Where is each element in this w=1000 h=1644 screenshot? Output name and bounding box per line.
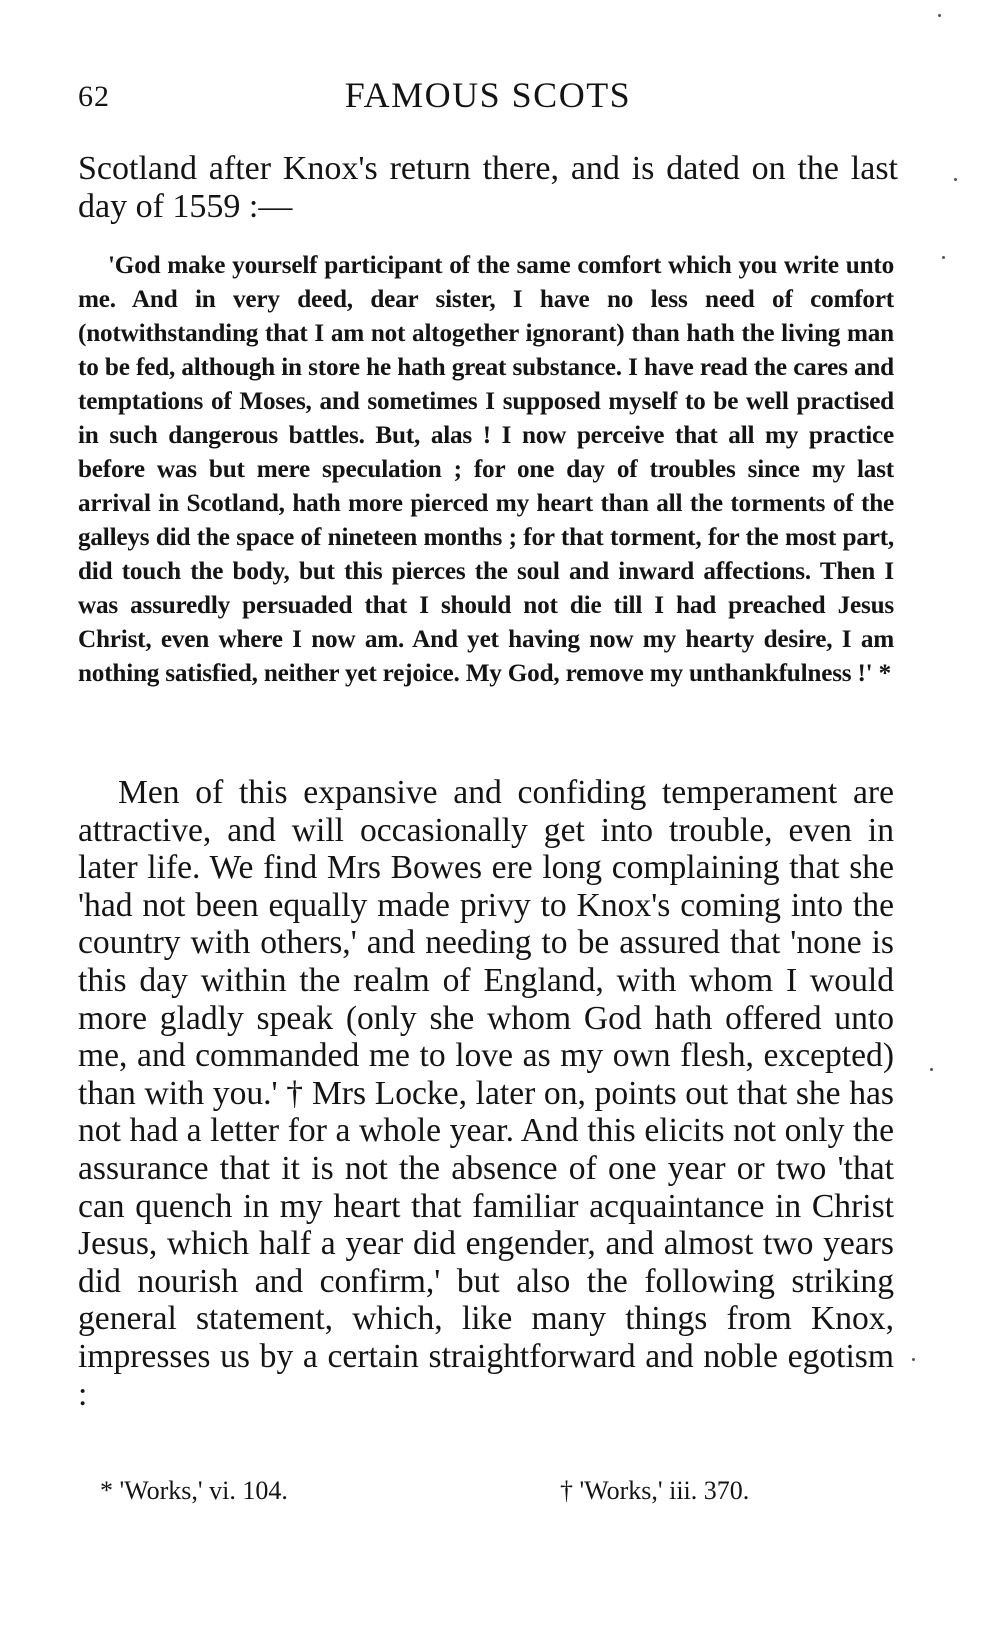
footnotes [100,1476,820,1516]
footnote-works-iii: † 'Works,' iii. 370. [560,1476,750,1505]
page-header [78,74,898,124]
lead-paragraph: Scotland after Knox's return there, and is dated on the last day of 1559 :— [78,150,898,225]
body-paragraph: Men of this expansive and confiding temperament are attractive, and will occasionally get into trouble, even in later life. We find Mrs Bowes ere long complaining that she 'had not been equally made privy to Knox's coming into the country with others,' and needing to be assured that 'none is this day within the realm of England, with whom I would more gladly speak (only she whom God hath offered unto me, and commanded me to love as my own flesh, excepted) than with you.' † Mrs Locke, later on, points out that she has not had a letter for a whole year. And this elicits not only the assurance that it is not the absence of one year or two 'that can quench in my heart that familiar acquaintance in Christ Jesus, which half a year did engender, and almost two years did nourish and confirm,' but also the following striking general statement, which, like many things from Knox, impresses us by a certain straightforward and noble egotism : [78,774,894,1413]
page-number: 62 [78,80,110,113]
quoted-letter: 'God make yourself participant of the same comfort which you write unto me. And in very deed, dear sister, I have no less need of comfort (notwithstanding that I am not altogether ignorant) than hath the living man to be fed, although in store he hath great substance. I have read the cares and temptations of Moses, and sometimes I supposed myself to be well practised in such dangerous battles. But, alas ! I now perceive that all my practice before was but mere speculation ; for one day of troubles since my last arrival in Scotland, hath more pierced my heart than all the torments of the galleys did the space of nineteen months ; for that torment, for the most part, did touch the body, but this pierces the soul and inward affections. Then I was assuredly persuaded that I should not die till I had preached Jesus Christ, even where I now am. And yet having now my hearty desire, I am nothing satisfied, neither yet rejoice. My God, remove my unthankfulness !' * [78,252,894,687]
running-head: FAMOUS SCOTS [344,75,632,115]
footnote-works-vi: * 'Works,' vi. 104. [100,1476,288,1505]
